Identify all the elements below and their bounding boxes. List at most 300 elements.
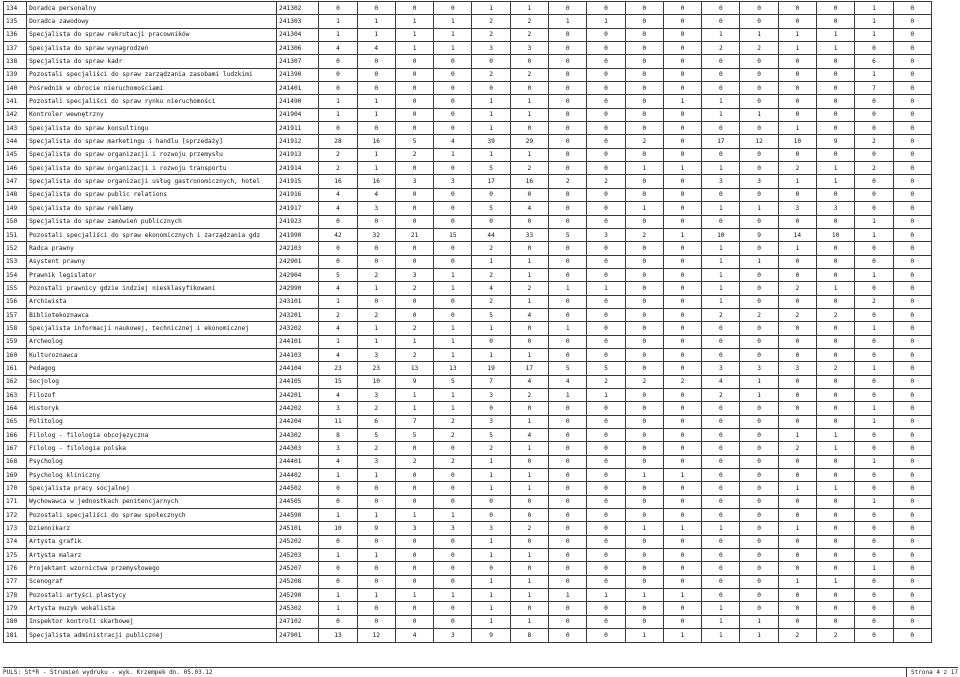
value-cell: 0 (893, 255, 931, 268)
value-cell: 1 (702, 615, 740, 628)
value-cell: 2 (472, 68, 510, 81)
table-row (4, 295, 932, 308)
value-cell: 2 (510, 388, 548, 401)
occupation-name-cell: Specjalista do spraw organizacji i rozwoju przemysłu (27, 148, 277, 161)
value-cell: 1 (434, 268, 472, 281)
row-number-cell: 168 (4, 455, 27, 468)
value-cell: 0 (587, 615, 625, 628)
value-cell: 5 (549, 362, 587, 375)
value-cell: 3 (740, 175, 778, 188)
value-cell: 0 (702, 495, 740, 508)
value-cell: 0 (395, 122, 433, 135)
value-cell: 0 (740, 562, 778, 575)
row-number-cell: 156 (4, 295, 27, 308)
value-cell: 0 (855, 202, 893, 215)
value-cell: 1 (472, 535, 510, 548)
value-cell: 0 (549, 562, 587, 575)
value-cell: 0 (625, 308, 663, 321)
value-cell: 1 (663, 522, 701, 535)
value-cell: 0 (893, 82, 931, 95)
value-cell: 0 (893, 629, 931, 642)
value-cell: 14 (778, 228, 816, 241)
row-number-cell: 139 (4, 68, 27, 81)
value-cell: 0 (319, 82, 357, 95)
value-cell: 1 (817, 482, 855, 495)
value-cell: 0 (587, 42, 625, 55)
value-cell: 2 (395, 455, 433, 468)
value-cell: 0 (395, 549, 433, 562)
value-cell: 2 (778, 282, 816, 295)
value-cell: 1 (472, 589, 510, 602)
value-cell: 0 (702, 82, 740, 95)
value-cell: 0 (855, 429, 893, 442)
value-cell: 0 (740, 15, 778, 28)
value-cell: 0 (893, 575, 931, 588)
value-cell: 0 (778, 549, 816, 562)
value-cell: 0 (893, 602, 931, 615)
value-cell: 1 (740, 375, 778, 388)
value-cell: 0 (549, 108, 587, 121)
value-cell: 0 (434, 242, 472, 255)
value-cell: 0 (702, 322, 740, 335)
value-cell: 1 (817, 28, 855, 41)
value-cell: 0 (702, 562, 740, 575)
value-cell: 0 (510, 495, 548, 508)
value-cell: 0 (702, 2, 740, 15)
value-cell: 0 (587, 415, 625, 428)
value-cell: 0 (740, 402, 778, 415)
value-cell: 0 (702, 429, 740, 442)
value-cell: 0 (817, 2, 855, 15)
value-cell: 1 (472, 122, 510, 135)
value-cell: 0 (549, 55, 587, 68)
value-cell: 0 (625, 242, 663, 255)
value-cell: 0 (663, 108, 701, 121)
occupation-name-cell: Kulturoznawca (27, 348, 277, 361)
occupation-code-cell: 241904 (277, 108, 319, 121)
row-number-cell: 158 (4, 322, 27, 335)
value-cell: 2 (472, 15, 510, 28)
value-cell: 0 (587, 629, 625, 642)
row-number-cell: 181 (4, 629, 27, 642)
table-row (4, 362, 932, 375)
value-cell: 8 (510, 629, 548, 642)
value-cell: 3 (357, 348, 395, 361)
value-cell: 1 (702, 522, 740, 535)
occupation-name-cell: Specjalista do spraw reklamy (27, 202, 277, 215)
value-cell: 1 (855, 322, 893, 335)
value-cell: 0 (740, 215, 778, 228)
value-cell: 0 (893, 522, 931, 535)
table-row (4, 402, 932, 415)
value-cell: 1 (702, 255, 740, 268)
value-cell: 1 (510, 589, 548, 602)
occupation-code-cell: 241916 (277, 188, 319, 201)
value-cell: 0 (893, 589, 931, 602)
table-row (4, 215, 932, 228)
value-cell: 5 (395, 135, 433, 148)
value-cell: 0 (319, 562, 357, 575)
value-cell: 1 (510, 148, 548, 161)
value-cell: 1 (663, 629, 701, 642)
value-cell: 2 (510, 522, 548, 535)
value-cell: 1 (702, 295, 740, 308)
value-cell: 0 (395, 535, 433, 548)
value-cell: 0 (893, 162, 931, 175)
value-cell: 0 (663, 282, 701, 295)
value-cell: 0 (357, 295, 395, 308)
value-cell: 0 (549, 602, 587, 615)
value-cell: 0 (740, 282, 778, 295)
value-cell: 0 (434, 255, 472, 268)
row-number-cell: 134 (4, 2, 27, 15)
value-cell: 1 (817, 162, 855, 175)
value-cell: 0 (893, 615, 931, 628)
value-cell: 0 (549, 482, 587, 495)
occupation-name-cell: Pozostali specjaliści do spraw zarządzania zasobami ludzkimi (27, 68, 277, 81)
value-cell: 1 (472, 469, 510, 482)
value-cell: 0 (549, 122, 587, 135)
value-cell: 0 (625, 575, 663, 588)
row-number-cell: 155 (4, 282, 27, 295)
table-row (4, 15, 932, 28)
value-cell: 0 (510, 242, 548, 255)
value-cell: 0 (625, 28, 663, 41)
value-cell: 0 (434, 2, 472, 15)
value-cell: 1 (855, 15, 893, 28)
occupation-name-cell: Doradca zawodowy (27, 15, 277, 28)
table-body (4, 2, 932, 643)
value-cell: 1 (319, 509, 357, 522)
value-cell: 0 (395, 469, 433, 482)
value-cell: 2 (740, 308, 778, 321)
value-cell: 0 (740, 242, 778, 255)
value-cell: 0 (357, 255, 395, 268)
value-cell: 0 (395, 615, 433, 628)
value-cell: 0 (434, 442, 472, 455)
value-cell: 2 (395, 282, 433, 295)
table-row (4, 522, 932, 535)
occupation-code-cell: 241304 (277, 28, 319, 41)
value-cell: 1 (778, 429, 816, 442)
occupation-name-cell: Filolog - filologia polska (27, 442, 277, 455)
value-cell: 0 (855, 375, 893, 388)
value-cell: 1 (395, 589, 433, 602)
value-cell: 1 (663, 162, 701, 175)
value-cell: 0 (434, 535, 472, 548)
value-cell: 3 (472, 522, 510, 535)
value-cell: 3 (357, 455, 395, 468)
value-cell: 1 (357, 108, 395, 121)
value-cell: 21 (395, 228, 433, 241)
value-cell: 0 (434, 482, 472, 495)
value-cell: 4 (319, 202, 357, 215)
value-cell: 0 (778, 95, 816, 108)
value-cell: 1 (663, 589, 701, 602)
value-cell: 0 (817, 375, 855, 388)
value-cell: 0 (549, 135, 587, 148)
footer-print-info: PULS: St*R - Strumień wydruku - wyk. Krzempek dn. 05.03.12 (3, 669, 213, 676)
value-cell: 10 (778, 135, 816, 148)
occupation-code-cell: 243201 (277, 308, 319, 321)
value-cell: 0 (778, 322, 816, 335)
value-cell: 0 (740, 509, 778, 522)
value-cell: 2 (587, 375, 625, 388)
value-cell: 42 (319, 228, 357, 241)
value-cell: 1 (740, 615, 778, 628)
value-cell: 1 (395, 402, 433, 415)
value-cell: 0 (778, 55, 816, 68)
value-cell: 0 (740, 322, 778, 335)
value-cell: 4 (510, 375, 548, 388)
value-cell: 1 (625, 589, 663, 602)
value-cell: 0 (855, 589, 893, 602)
value-cell: 1 (472, 108, 510, 121)
value-cell: 0 (740, 2, 778, 15)
value-cell: 0 (510, 455, 548, 468)
value-cell: 16 (510, 175, 548, 188)
value-cell: 2 (778, 162, 816, 175)
row-number-cell: 140 (4, 82, 27, 95)
value-cell: 1 (510, 615, 548, 628)
value-cell: 0 (549, 335, 587, 348)
value-cell: 1 (663, 228, 701, 241)
table-row (4, 335, 932, 348)
value-cell: 1 (319, 589, 357, 602)
value-cell: 13 (319, 629, 357, 642)
value-cell: 4 (319, 455, 357, 468)
value-cell: 10 (702, 228, 740, 241)
value-cell: 15 (434, 228, 472, 241)
occupation-code-cell: 244104 (277, 362, 319, 375)
table-row (4, 135, 932, 148)
value-cell: 0 (357, 242, 395, 255)
value-cell: 0 (893, 415, 931, 428)
value-cell: 0 (855, 482, 893, 495)
value-cell: 0 (740, 429, 778, 442)
value-cell: 0 (778, 509, 816, 522)
footer-page-number: Strona 4 z 17 (906, 668, 958, 677)
data-table (3, 1, 932, 643)
value-cell: 0 (434, 295, 472, 308)
value-cell: 0 (893, 42, 931, 55)
value-cell: 0 (663, 122, 701, 135)
table-row (4, 482, 932, 495)
value-cell: 2 (702, 388, 740, 401)
value-cell: 23 (357, 362, 395, 375)
value-cell: 44 (472, 228, 510, 241)
value-cell: 0 (740, 495, 778, 508)
row-number-cell: 146 (4, 162, 27, 175)
value-cell: 0 (817, 82, 855, 95)
value-cell: 1 (319, 295, 357, 308)
value-cell: 1 (434, 322, 472, 335)
value-cell: 0 (549, 429, 587, 442)
value-cell: 0 (510, 562, 548, 575)
value-cell: 1 (855, 68, 893, 81)
value-cell: 0 (625, 602, 663, 615)
value-cell: 0 (663, 429, 701, 442)
value-cell: 5 (587, 362, 625, 375)
table-row (4, 388, 932, 401)
value-cell: 16 (357, 135, 395, 148)
occupation-name-cell: Specjalista do spraw zamówień publicznych (27, 215, 277, 228)
value-cell: 0 (740, 442, 778, 455)
occupation-name-cell: Specjalista do spraw konsultingu (27, 122, 277, 135)
value-cell: 0 (740, 602, 778, 615)
value-cell: 0 (587, 495, 625, 508)
value-cell: 0 (663, 255, 701, 268)
value-cell: 0 (587, 295, 625, 308)
value-cell: 0 (702, 402, 740, 415)
value-cell: 0 (357, 482, 395, 495)
value-cell: 0 (663, 322, 701, 335)
value-cell: 0 (319, 482, 357, 495)
value-cell: 0 (395, 242, 433, 255)
value-cell: 0 (625, 509, 663, 522)
table-row (4, 308, 932, 321)
value-cell: 0 (740, 268, 778, 281)
value-cell: 9 (740, 228, 778, 241)
value-cell: 1 (319, 108, 357, 121)
value-cell: 0 (663, 482, 701, 495)
value-cell: 0 (395, 575, 433, 588)
value-cell: 0 (663, 82, 701, 95)
value-cell: 0 (855, 509, 893, 522)
value-cell: 0 (625, 42, 663, 55)
value-cell: 0 (663, 202, 701, 215)
value-cell: 0 (625, 175, 663, 188)
value-cell: 0 (395, 562, 433, 575)
value-cell: 1 (855, 362, 893, 375)
value-cell: 0 (817, 522, 855, 535)
value-cell: 0 (434, 162, 472, 175)
row-number-cell: 165 (4, 415, 27, 428)
occupation-code-cell: 242990 (277, 282, 319, 295)
value-cell: 1 (357, 322, 395, 335)
value-cell: 0 (625, 68, 663, 81)
value-cell: 0 (510, 55, 548, 68)
value-cell: 0 (702, 509, 740, 522)
value-cell: 0 (587, 469, 625, 482)
occupation-name-cell: Archiwista (27, 295, 277, 308)
value-cell: 16 (319, 175, 357, 188)
table-row (4, 495, 932, 508)
value-cell: 0 (587, 602, 625, 615)
value-cell: 1 (395, 509, 433, 522)
value-cell: 0 (893, 215, 931, 228)
value-cell: 0 (702, 415, 740, 428)
table-row (4, 535, 932, 548)
table-row (4, 455, 932, 468)
value-cell: 1 (434, 28, 472, 41)
value-cell: 1 (587, 282, 625, 295)
value-cell: 0 (893, 495, 931, 508)
value-cell: 1 (510, 575, 548, 588)
value-cell: 0 (778, 615, 816, 628)
value-cell: 0 (625, 335, 663, 348)
value-cell: 0 (395, 108, 433, 121)
value-cell: 0 (663, 402, 701, 415)
value-cell: 0 (893, 362, 931, 375)
table-row (4, 442, 932, 455)
value-cell: 2 (434, 429, 472, 442)
value-cell: 0 (817, 295, 855, 308)
value-cell: 2 (319, 162, 357, 175)
value-cell: 1 (434, 148, 472, 161)
value-cell: 0 (778, 335, 816, 348)
value-cell: 0 (663, 68, 701, 81)
value-cell: 0 (855, 188, 893, 201)
value-cell: 1 (434, 402, 472, 415)
occupation-code-cell: 244101 (277, 335, 319, 348)
value-cell: 0 (434, 308, 472, 321)
value-cell: 0 (778, 188, 816, 201)
value-cell: 0 (319, 535, 357, 548)
value-cell: 0 (587, 535, 625, 548)
value-cell: 4 (319, 42, 357, 55)
value-cell: 3 (395, 268, 433, 281)
value-cell: 5 (472, 202, 510, 215)
value-cell: 12 (357, 629, 395, 642)
value-cell: 0 (778, 375, 816, 388)
value-cell: 1 (357, 469, 395, 482)
value-cell: 11 (319, 415, 357, 428)
value-cell: 0 (893, 509, 931, 522)
value-cell: 2 (778, 442, 816, 455)
row-number-cell: 135 (4, 15, 27, 28)
value-cell: 0 (319, 255, 357, 268)
value-cell: 1 (855, 562, 893, 575)
value-cell: 1 (702, 268, 740, 281)
value-cell: 23 (319, 362, 357, 375)
value-cell: 1 (510, 268, 548, 281)
value-cell: 0 (510, 188, 548, 201)
occupation-code-cell: 242103 (277, 242, 319, 255)
value-cell: 3 (817, 202, 855, 215)
value-cell: 2 (434, 415, 472, 428)
value-cell: 0 (855, 308, 893, 321)
value-cell: 0 (817, 495, 855, 508)
value-cell: 0 (663, 388, 701, 401)
value-cell: 1 (855, 402, 893, 415)
value-cell: 0 (817, 15, 855, 28)
table-row (4, 68, 932, 81)
value-cell: 4 (357, 42, 395, 55)
value-cell: 1 (549, 15, 587, 28)
value-cell: 0 (855, 549, 893, 562)
occupation-name-cell: Pozostali prawnicy gdzie indziej niesklasyfikowani (27, 282, 277, 295)
value-cell: 0 (855, 95, 893, 108)
value-cell: 0 (778, 562, 816, 575)
occupation-name-cell: Pozostali specjaliści do spraw rynku nieruchomości (27, 95, 277, 108)
row-number-cell: 152 (4, 242, 27, 255)
table-row (4, 255, 932, 268)
value-cell: 0 (357, 562, 395, 575)
value-cell: 1 (740, 202, 778, 215)
value-cell: 0 (778, 415, 816, 428)
table-row (4, 202, 932, 215)
value-cell: 0 (855, 629, 893, 642)
row-number-cell: 175 (4, 549, 27, 562)
value-cell: 0 (893, 55, 931, 68)
value-cell: 0 (434, 188, 472, 201)
value-cell: 0 (663, 348, 701, 361)
value-cell: 0 (778, 255, 816, 268)
value-cell: 0 (893, 429, 931, 442)
value-cell: 1 (319, 549, 357, 562)
value-cell: 0 (587, 55, 625, 68)
